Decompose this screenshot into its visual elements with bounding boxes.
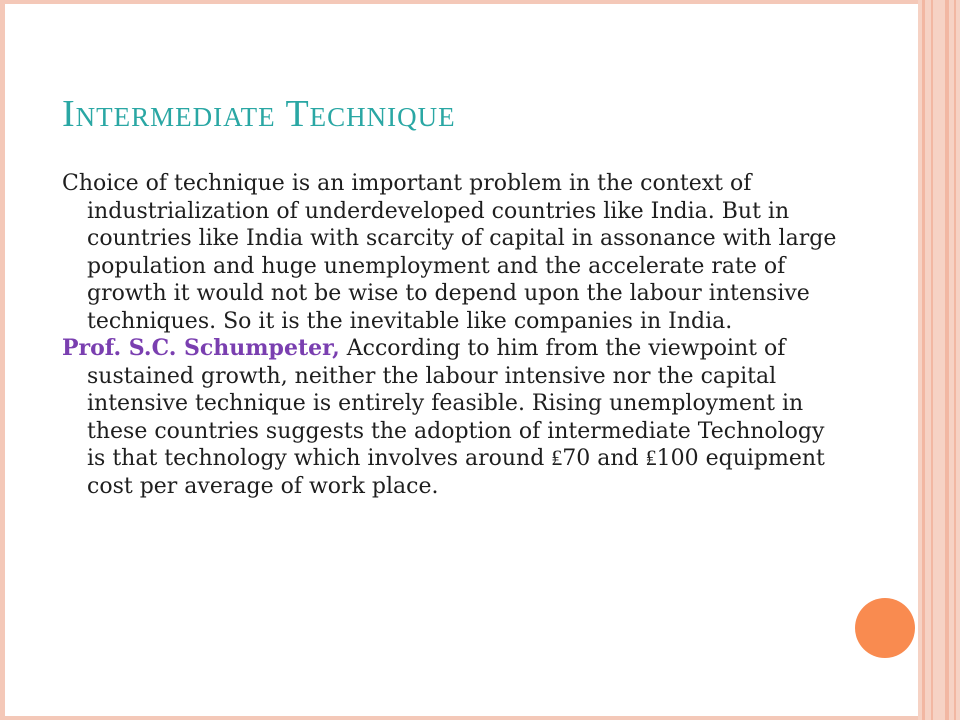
decorative-stripe — [931, 0, 933, 720]
slide-title: Intermediate Technique — [62, 93, 456, 135]
left-border — [0, 0, 5, 720]
paragraph-text: According to him from the viewpoint of sustained growth, neither the labour intensive nor the capital intensive technique is entirely feasible. Rising unemployment in these countries suggests the adoption of intermediate Technology is that technology which involves around ₤70 and ₤100 equipment cost per average of work place. — [87, 336, 825, 499]
author-name-highlight: Prof. S.C. Schumpeter, — [62, 335, 340, 361]
decorative-stripe — [954, 0, 956, 720]
paragraph-choice-of-technique — [62, 170, 842, 335]
paragraph-schumpeter — [62, 335, 842, 500]
decorative-stripe — [922, 0, 925, 720]
bottom-border — [0, 716, 918, 720]
paragraph-text: Choice of technique is an important problem in the context of industrialization of underdeveloped countries like India. But in countries like India with scarcity of capital in assonance with large population and huge unemployment and the accelerate rate of growth it would not be wise to depend upon the labour intensive techniques. So it is the inevitable like companies in India. — [62, 171, 837, 334]
decorative-stripe — [945, 0, 949, 720]
slide-body — [62, 170, 842, 500]
top-border — [0, 0, 918, 4]
orange-accent-circle — [855, 598, 915, 658]
